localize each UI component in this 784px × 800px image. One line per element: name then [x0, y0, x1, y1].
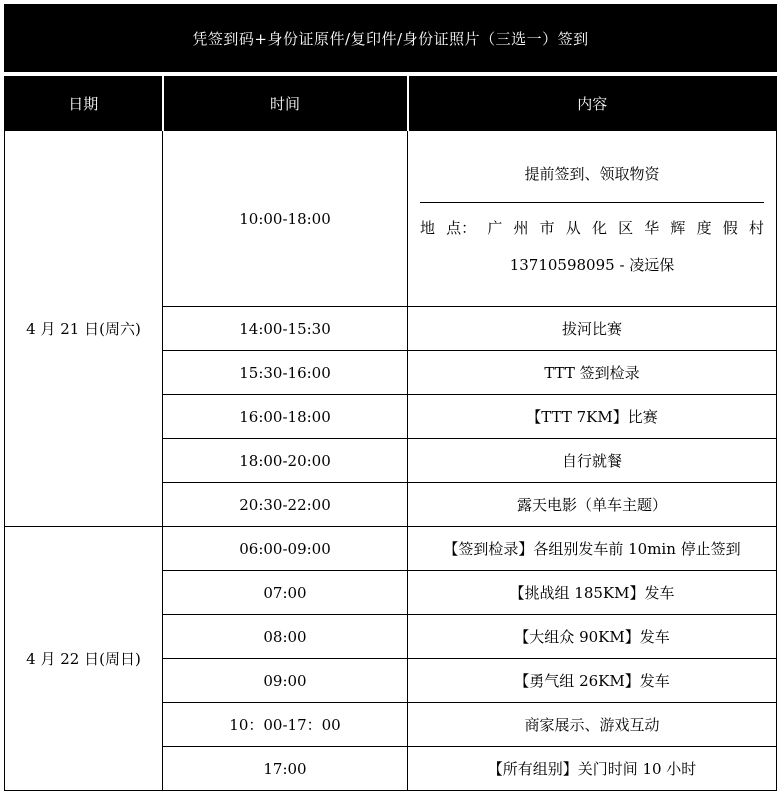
contact-phone: 13710598095 - 凌远保: [509, 255, 675, 274]
address-char: 假: [722, 218, 738, 237]
schedule-table: [4, 4, 777, 791]
header-date: 日期: [5, 77, 163, 131]
date-cell-day1: 4 月 21 日(周六): [5, 131, 163, 527]
content-cell: 【挑战组 185KM】发车: [408, 571, 777, 615]
address-char: 区: [618, 218, 634, 237]
header-content: 内容: [408, 77, 777, 131]
address-char: 华: [644, 218, 660, 237]
address-char: 村: [748, 218, 764, 237]
content-cell: TTT 签到检录: [408, 351, 777, 395]
content-cell: 自行就餐: [408, 439, 777, 483]
content-cell: [408, 131, 777, 307]
address-line: [420, 217, 764, 238]
table-title: 凭签到码+身份证原件/复印件/身份证照片（三选一）签到: [5, 5, 777, 72]
time-cell: 15:30-16:00: [163, 351, 408, 395]
content-cell: 【TTT 7KM】比赛: [408, 395, 777, 439]
address-char: 辉: [670, 218, 686, 237]
content-text: 提前签到、领取物资: [524, 164, 660, 183]
content-cell: 【所有组别】关门时间 10 小时: [408, 747, 777, 791]
time-cell: 16:00-18:00: [163, 395, 408, 439]
header-time: 时间: [163, 77, 408, 131]
address-char: 广: [487, 218, 503, 237]
address-char: 地: [420, 218, 436, 237]
table-row: [5, 131, 777, 307]
divider: [420, 202, 764, 203]
address-char: 化: [591, 218, 607, 237]
content-cell: 商家展示、游戏互动: [408, 703, 777, 747]
content-cell: 【勇气组 26KM】发车: [408, 659, 777, 703]
address-char: 从: [565, 218, 581, 237]
time-cell: 09:00: [163, 659, 408, 703]
content-cell: 露天电影（单车主题）: [408, 483, 777, 527]
time-cell: 14:00-15:30: [163, 307, 408, 351]
content-cell: 【大组众 90KM】发车: [408, 615, 777, 659]
time-cell: 20:30-22:00: [163, 483, 408, 527]
time-cell: 10：00-17：00: [163, 703, 408, 747]
time-cell: 18:00-20:00: [163, 439, 408, 483]
content-cell: 【签到检录】各组别发车前 10min 停止签到: [408, 527, 777, 571]
time-cell: 06:00-09:00: [163, 527, 408, 571]
time-cell: 07:00: [163, 571, 408, 615]
address-char: 度: [696, 218, 712, 237]
date-cell-day2: 4 月 22 日(周日): [5, 527, 163, 791]
address-char: 市: [539, 218, 555, 237]
content-cell: 拔河比赛: [408, 307, 777, 351]
table-row: [5, 527, 777, 571]
time-cell: 10:00-18:00: [163, 131, 408, 307]
address-char: 点：: [446, 218, 477, 237]
address-char: 州: [513, 218, 529, 237]
time-cell: 08:00: [163, 615, 408, 659]
time-cell: 17:00: [163, 747, 408, 791]
